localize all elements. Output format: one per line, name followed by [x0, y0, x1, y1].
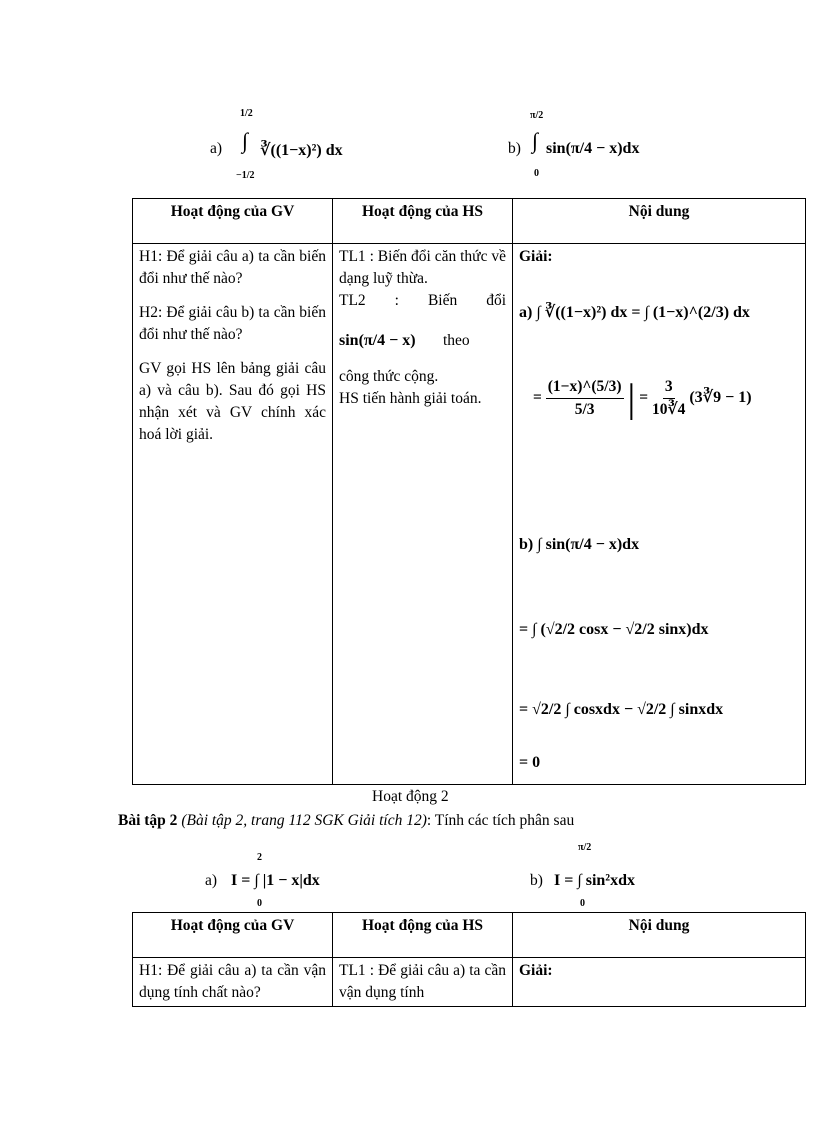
content-cell	[513, 244, 806, 785]
label-a: a)	[210, 140, 223, 157]
solution-b-line1: b) ∫ sin(π/4 − x)dx	[519, 536, 640, 553]
integral-sign: ∫	[242, 128, 249, 153]
tl2-formula: sin(π/4 − x)	[339, 332, 416, 349]
frac-den-2: 10∛4	[652, 401, 686, 418]
tl2-suffix: theo	[443, 332, 470, 349]
upper-limit: 1/2	[240, 108, 253, 119]
integrand: sin(π/4 − x)dx	[546, 140, 640, 157]
header-content: Nội dung	[513, 913, 806, 958]
exercise2-b	[530, 842, 710, 912]
header-hs: Hoạt động của HS	[333, 199, 513, 244]
tl2-end: công thức cộng.	[339, 368, 439, 385]
solution-a-line1: a) ∫ ∛((1−x)²) dx = ∫ (1−x)^(2/3) dx	[519, 304, 750, 321]
label-a: a)	[205, 872, 218, 889]
solution-b-line3: = √2/2 ∫ cosxdx − √2/2 ∫ sinxdx	[519, 701, 724, 718]
header-hs: Hoạt động của HS	[333, 913, 513, 958]
exercise2-a	[205, 852, 385, 912]
giai-label: Giải:	[519, 248, 553, 265]
activity-title: Hoạt động 2	[372, 788, 449, 805]
label-b: b)	[508, 140, 521, 157]
header-gv: Hoạt động của GV	[133, 913, 333, 958]
solution-b-line4: = 0	[519, 754, 541, 771]
hs-cell: TL1 : Để giải câu a) ta cần vận dụng tính	[333, 958, 513, 1007]
activity-table-2	[132, 912, 806, 1007]
upper-limit: π/2	[578, 842, 592, 853]
solution-a-line2: = $\frac{(1-x)\^{}(5/3)}{5/3}$ | = $\frac{3}{10∛4}$ (3∛9 − 1)	[533, 375, 752, 421]
exercise-ref: (Bài tập 2, trang 112 SGK Giải tích 12)	[181, 812, 427, 829]
exercise-b	[508, 108, 688, 188]
exercise-heading	[118, 812, 574, 830]
frac-num: (1−x)^(5/3)	[546, 376, 624, 399]
tail: (3∛9 − 1)	[689, 389, 752, 407]
instruction: GV gọi HS lên bảng giải câu a) và câu b). Sau đó gọi HS nhận xét và GV chính xác hoá lời giải.	[139, 360, 326, 443]
exercise-text: : Tính các tích phân sau	[426, 812, 575, 829]
upper-limit: 2	[257, 852, 262, 863]
integrand: I = ∫ sin²xdx	[554, 872, 635, 889]
lower-limit: 0	[257, 898, 262, 909]
content-cell: Giải:	[513, 958, 806, 1007]
integrand: ∛((1−x)²) dx	[260, 142, 343, 159]
hs-end: HS tiến hành giải toán.	[339, 390, 482, 407]
lower-limit: −1/2	[236, 170, 255, 181]
question-h2: H2: Để giải câu b) ta cần biến đổi như thế nào?	[139, 304, 326, 343]
header-content: Nội dung	[513, 199, 806, 244]
exercise-label: Bài tập 2	[118, 812, 178, 829]
answer-tl2: TL2 : Biến đổi	[339, 292, 506, 309]
frac-num-2: 3	[663, 376, 675, 399]
integrand: I = ∫ |1 − x|dx	[231, 872, 320, 889]
header-gv: Hoạt động của GV	[133, 199, 333, 244]
exercise-a	[210, 108, 380, 188]
gv-cell	[133, 244, 333, 785]
activity-table-1	[132, 198, 806, 785]
solution-b-line2: = ∫ (√2/2 cosx − √2/2 sinx)dx	[519, 621, 709, 638]
question-h1: H1: Để giải câu a) ta cần biến đổi như thế nào?	[139, 248, 326, 287]
hs-cell	[333, 244, 513, 785]
label-b: b)	[530, 872, 543, 889]
upper-limit: π/2	[530, 110, 544, 121]
gv-cell: H1: Để giải câu a) ta cần vận dụng tính chất nào?	[133, 958, 333, 1007]
lower-limit: 0	[534, 168, 539, 179]
frac-den: 5/3	[574, 401, 595, 418]
lower-limit: 0	[580, 898, 585, 909]
answer-tl1: TL1 : Biến đổi căn thức về dạng luỹ thừa.	[339, 248, 506, 287]
integral-sign: ∫	[532, 128, 539, 153]
